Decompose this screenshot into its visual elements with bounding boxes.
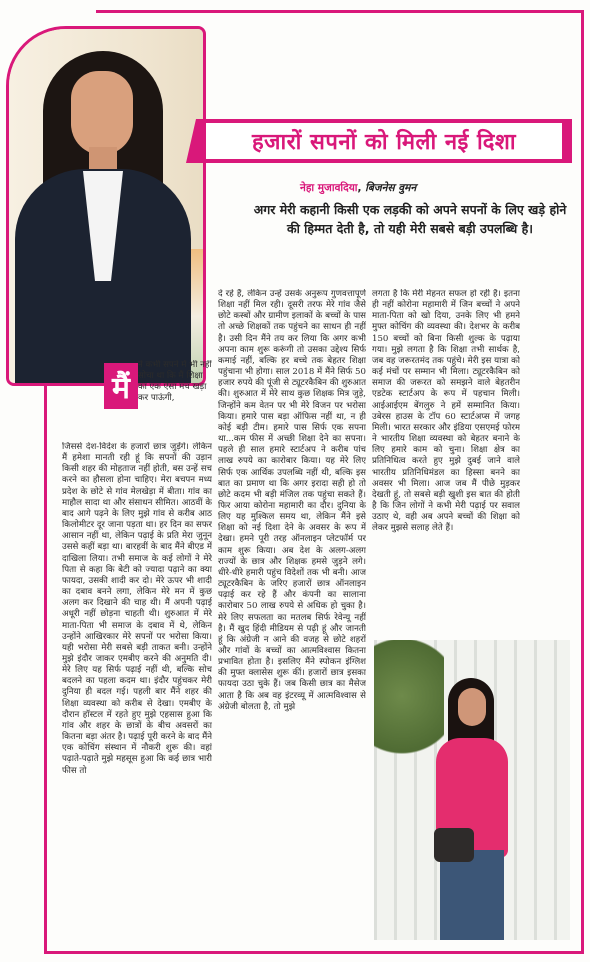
photo-person-face: [458, 688, 486, 726]
photo-person-jeans: [440, 850, 504, 940]
frame-line-right: [581, 10, 584, 954]
frame-line-top: [96, 10, 584, 13]
byline-name: नेहा मुजावदिया: [300, 182, 358, 194]
drop-cap: मैं: [104, 363, 138, 409]
headline-box: [206, 123, 562, 159]
byline-separator: ,: [357, 182, 362, 194]
column-2-text: दे रहे हैं, लेकिन उन्हें उसके अनुरूप गुणवत्तापूर्ण शिक्षा नहीं मिल रही। दूसरी तरफ मेरे गांव जैसे छोटे कस्बों और ग्रामीण इलाकों के बच्चों के पास तो अच्छे शिक्षकों तक पहुंचने का साधन ही नहीं है। उसी दिन मैंने तय कर लिया कि अगर कभी अपना काम शुरू करूंगी तो उसका उद्देश्य सिर्फ कमाई नहीं, बल्कि हर बच्चे तक बेहतर शिक्षा पहुंचाना भी होगा। साल 2018 में मैंने सिर्फ 50 हजार रुपये की पूंजी से ट्यूटरकैबिन की शुरुआत की। शुरुआत में मेरे साथ कुछ शिक्षक मित्र जुड़े, जिन्होंने कम वेतन पर भी मेरे विजन पर भरोसा किया। हमारे पास बड़ा ऑफिस नहीं था, न ही कोई बड़ी टीम। हमारे पास सिर्फ एक सपना था...कम फीस में अच्छी शिक्षा देने का सपना। पहले ही साल हमारे स्टार्टअप ने करीब पांच लाख रुपये का कारोबार किया। यह मेरे लिए सिर्फ एक आर्थिक उपलब्धि नहीं थी, बल्कि इस बात का प्रमाण था कि अगर इरादा सही हो तो छोटे कदम भी बड़ी मंजिल तक पहुंचा सकते हैं। फिर आया कोरोना महामारी का दौर। दुनिया के लिए यह मुश्किल समय था, लेकिन मैंने इसे शिक्षा को नई दिशा देने के अवसर के रूप में देखा। हमने पूरी तरह ऑनलाइन प्लेटफॉर्म पर काम शुरू किया। अब देश के अलग-अलग राज्यों के छात्र और शिक्षक हमसे जुड़ने लगे। धीरे-धीरे हमारी पहुंच विदेशों तक भी बनी। आज ट्यूटरकैबिन के जरिए हजारों छात्र ऑनलाइन पढ़ाई कर रहे हैं और कंपनी का सालाना कारोबार 50 लाख रुपये से अधिक हो चुका है। मेरे लिए सफलता का मतलब सिर्फ रेवेन्यू नहीं है। मैं खुद हिंदी मीडियम से पढ़ी हूं और जानती हूं कि अंग्रेजी न आने की वजह से छोटे शहरों और गांवों के बच्चों का आत्मविश्वास कितना प्रभावित होता है। इसलिए मैंने स्पोकन इंग्लिश की मुफ्त क्लासेस शुरू कीं। हजारों छात्र इसका फायदा उठा चुके हैं। जब किसी छात्र का मैसेज आता है कि अब वह इंटरव्यू में आत्मविश्वास से अंग्रेजी बोलता है, तो मुझे: [218, 289, 366, 712]
column-3-text: लगता है कि मेरी मेहनत सफल हो रही है। इतना ही नहीं कोरोना महामारी में जिन बच्चों ने अपने माता-पिता को खो दिया, उनके लिए भी हमने मुफ्त कोचिंग की व्यवस्था की। देशभर के करीब 150 बच्चों को बिना किसी शुल्क के पढ़ाया गया। मुझे लगता है कि शिक्षा तभी सार्थक है, जब वह जरूरतमंद तक पहुंचे। मेरी इस यात्रा को कई मंचों पर सम्मान भी मिला। ट्यूटरकैबिन को समाज की जरूरत को समझने वाले बेहतरीन एडटेक स्टार्टअप के रूप में पहचान मिली। आईआईएम बेंगलुरु ने हमें सम्मानित किया। उबेरस हाउस के टॉप 60 स्टार्टअप्स में जगह मिली। भारत सरकार और इंडिया एसएमई फोरम ने भारतीय शिक्षा व्यवस्था को बेहतर बनाने के लिए हमारे काम को चुना। शिक्षा क्षेत्र का प्रतिनिधित्व करते हुए मुझे दुबई जाने वाले भारतीय प्रतिनिधिमंडल का हिस्सा बनने का अवसर भी मिला। आज जब मैं पीछे मुड़कर देखती हूं, तो सबसे बड़ी खुशी इस बात की होती है कि जिन लोगों ने कभी मेरी पढ़ाई पर सवाल उठाए थे, वही अब अपने बच्चों की शिक्षा को लेकर मुझसे सलाह लेते हैं।: [372, 289, 520, 534]
frame-line-left: [44, 360, 47, 954]
frame-line-bottom: [44, 951, 584, 954]
column-1-intro: ने कभी सपने में भी नहीं सोचा था कि मैं शिक्षा का एक ऐसा मंच खड़ा कर पाऊंगी,: [138, 360, 212, 404]
pull-quote: अगर मेरी कहानी किसी एक लड़की को अपने सपनों के लिए खड़े होने की हिम्मत देती है, तो यही मेरी सबसे बड़ी उपलब्धि है।: [253, 202, 567, 236]
portrait-photo: [6, 26, 206, 386]
headline: हजारों सपनों को मिली नई दिशा: [251, 130, 517, 155]
photo-person-bag: [434, 828, 474, 862]
byline-role: बिजनेस वुमन: [365, 182, 417, 194]
portrait-face: [71, 71, 133, 155]
column-1-text: जिससे देश-विदेश के हजारों छात्र जुड़ेंगे। लेकिन मैं हमेशा मानती रही हूं कि सपनों की उड़ान किसी शहर की मोहताज नहीं होती, बस उन्हें सच करने का हौसला होना चाहिए। मेरा बचपन मध्य प्रदेश के छोटे से गांव मेलखेड़ा में बीता। गांव का माहौल सादा था और संसाधन सीमित। आठवीं के बाद आगे पढ़ने के लिए मुझे गांव से करीब आठ किलोमीटर दूर जाना पड़ता था। हर दिन का सफर आसान नहीं था, लेकिन पढ़ाई के प्रति मेरा जुनून उससे कहीं बड़ा था। बारहवीं के बाद मैंने बीएड में दाखिला लिया। तभी समाज के कई लोगों ने मेरे पिता से कहा कि बेटी को ज्यादा पढ़ाने का क्या फायदा, उसकी शादी कर दो। मेरे ऊपर भी शादी का दबाव बनने लगा, लेकिन मेरे मन में कुछ अलग कर दिखाने की चाह थी। मैं अपनी पढ़ाई अधूरी नहीं छोड़ना चाहती थी। शुरुआत में मेरे माता-पिता भी समाज के दबाव में थे, लेकिन उन्होंने आखिरकार मेरे सपनों पर भरोसा किया। यही भरोसा मेरी सबसे बड़ी ताकत बनी। उन्होंने मुझे इंदौर जाकर एमबीए करने की अनुमति दी। मेरे लिए यह सिर्फ पढ़ाई नहीं थी, बल्कि सोच बदलने का पहला कदम था। इंदौर पहुंचकर मेरी दुनिया ही बदल गई। पहली बार मैंने शहर की शिक्षा व्यवस्था को करीब से देखा। एमबीए के दौरान हॉस्टल में रहते हुए मुझे एहसास हुआ कि गांव और शहर के छात्रों के बीच अवसरों का कितना बड़ा अंतर है। पढ़ाई पूरी करने के बाद मैंने एक कोचिंग संस्थान में नौकरी शुरू की। वहां पढ़ाते-पढ़ाते मुझे महसूस हुआ कि कई छात्र भारी फीस तो: [62, 442, 212, 776]
byline: [300, 181, 570, 195]
photo-plant: [374, 640, 444, 780]
secondary-photo: [374, 640, 570, 940]
